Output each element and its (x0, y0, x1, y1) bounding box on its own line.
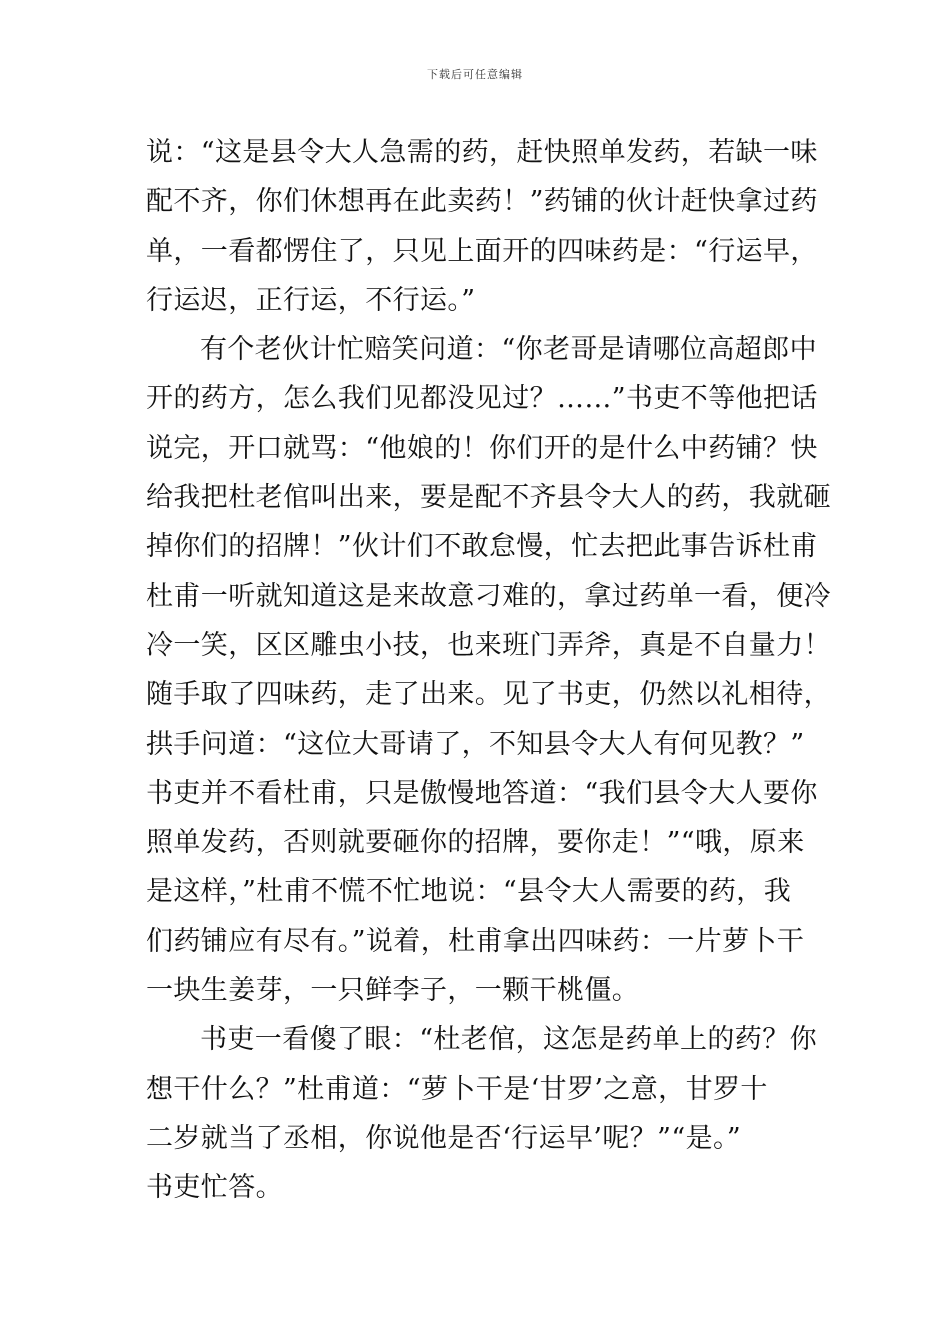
text-line: 说：“这是县令大人急需的药，赶快照单发药，若缺一味 (146, 137, 818, 168)
text-line: 一块生姜芽，一只鲜李子，一颗干桃僵。 (146, 975, 640, 1007)
text-line: 书吏忙答。 (146, 1172, 283, 1204)
text-line: 二岁就当了丞相，你说他是否‘行运早’呢？”“是。” (146, 1122, 742, 1154)
text-line: 开的药方，怎么我们见都没见过？……”书吏不等他把话 (146, 383, 818, 415)
text-line: 杜甫一听就知道这是来故意刁难的，拿过药单一看，便冷 (146, 580, 831, 612)
text-line: 想干什么？”杜甫道：“萝卜干是‘甘罗’之意，甘罗十 (146, 1073, 768, 1105)
text-line: 掉你们的招牌！”伙计们不敢怠慢，忙去把此事告诉杜甫 (146, 531, 818, 563)
paragraph-first-line: 有个老伙计忙赔笑问道：“你老哥是请哪位高超郎中 (200, 334, 818, 366)
text-line: 是这样，”杜甫不慌不忙地说：“县令大人需要的药，我 (146, 876, 792, 908)
text-line: 书吏并不看杜甫，只是傲慢地答道：“我们县令大人要你 (146, 777, 818, 809)
page-header-note: 下载后可任意编辑 (427, 68, 523, 81)
body-text (146, 128, 831, 1213)
text-line: 冷一笑，区区雕虫小技，也来班门弄斧，真是不自量力！ (146, 629, 831, 661)
text-line: 们药铺应有尽有。”说着，杜甫拿出四味药：一片萝卜干 (146, 925, 805, 957)
text-line: 照单发药，否则就要砸你的招牌，要你走！”“哦，原来 (146, 827, 805, 859)
text-line: 行运迟，正行运，不行运。” (146, 284, 476, 316)
text-line: 随手取了四味药，走了出来。见了书吏，仍然以礼相待， (146, 679, 831, 711)
text-line: 配不齐，你们休想再在此卖药！”药铺的伙计赶快拿过药 (146, 186, 818, 218)
text-line: 拱手问道：“这位大哥请了，不知县令大人有何见教？” (146, 728, 805, 760)
text-line: 给我把杜老倌叫出来，要是配不齐县令大人的药，我就砸 (146, 482, 831, 514)
text-line: 单，一看都愣住了，只见上面开的四味药是：“行运早， (146, 235, 818, 267)
paragraph-first-line: 书吏一看傻了眼：“杜老倌，这怎是药单上的药？你 (200, 1024, 818, 1056)
text-line: 说完，开口就骂：“他娘的！你们开的是什么中药铺？快 (146, 432, 818, 464)
